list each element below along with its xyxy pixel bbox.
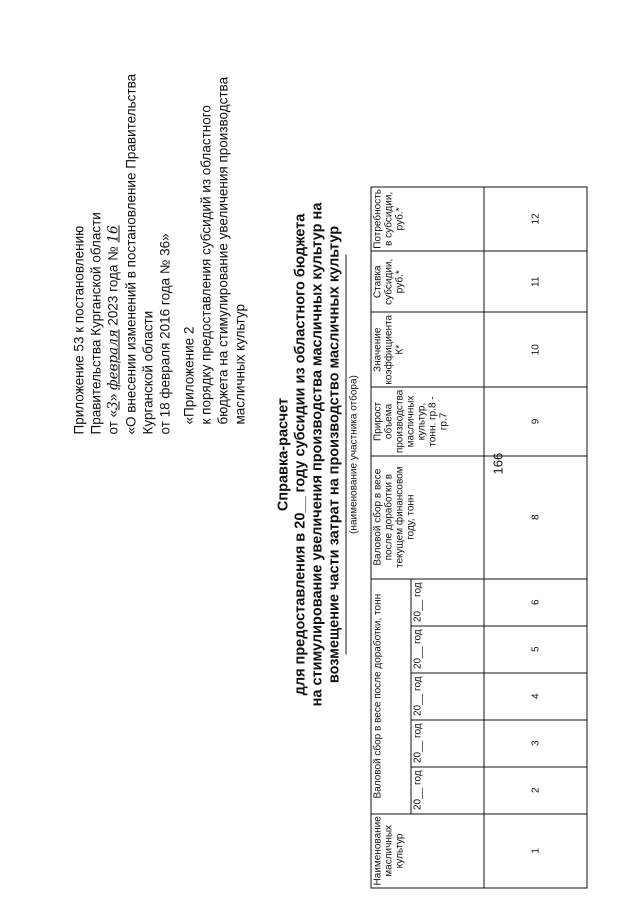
title-line: возмещение части затрат на производство масличных культур <box>326 225 343 684</box>
header-need: Потребность в субсидии, руб.* <box>371 187 484 252</box>
header-year: 20__ год <box>411 579 484 626</box>
document-title <box>276 115 344 795</box>
column-number: 1 <box>484 814 587 888</box>
annex-block <box>181 65 249 425</box>
column-number: 4 <box>484 673 587 720</box>
annex-line: бюджета на стимулирование увеличения производства <box>215 76 231 425</box>
participant-caption: (наименование участника отбора) <box>348 375 360 534</box>
rotated-page <box>11 10 631 895</box>
title-line: на стимулирование увеличения производства масличных культур на <box>309 202 326 707</box>
header-line: Правительства Курганской области <box>88 212 104 435</box>
column-number: 12 <box>484 187 587 252</box>
annex-line: к порядку предоставления субсидий из областного <box>198 105 214 425</box>
header-line: Приложение 53 к постановлению <box>71 225 87 435</box>
annex-line: масличных культур <box>232 304 248 425</box>
header-current: Валовой сбор в весе после доработки в текущем финансовом году, тонн <box>371 456 484 579</box>
header-line: от 18 февраля 2016 года № 36» <box>157 233 173 435</box>
column-number: 11 <box>484 251 587 312</box>
header-gross-group: Валовой сбор в весе после доработки, тонн <box>371 579 411 814</box>
header-year: 20__ год <box>411 720 484 767</box>
column-number: 8 <box>484 456 587 579</box>
header-text: 2023 года № <box>105 242 121 330</box>
header-name: Наименование масличных культур <box>371 814 484 888</box>
column-number: 5 <box>484 626 587 673</box>
header-year: 20__ год <box>411 767 484 814</box>
document-header <box>71 35 174 435</box>
header-rate: Ставка субсидии, руб.* <box>371 251 484 312</box>
handwritten-day: 3 <box>105 401 122 410</box>
handwritten-month: февраля <box>105 329 122 390</box>
title-line: для предоставления в 20__ году субсидии из областного бюджета <box>292 213 309 696</box>
page-number: 166 <box>490 452 506 475</box>
header-year: 20__ год <box>411 626 484 673</box>
header-coef: Значение коэффициента К* <box>371 312 484 387</box>
column-number: 3 <box>484 720 587 767</box>
calculation-table <box>371 186 588 888</box>
handwritten-number: 16 <box>105 225 122 243</box>
header-text: от « <box>105 409 121 435</box>
participant-line <box>346 255 347 655</box>
header-year: 20__ год <box>411 673 484 720</box>
annex-line: «Приложение 2 <box>181 326 197 425</box>
column-number: 10 <box>484 312 587 387</box>
column-number: 2 <box>484 767 587 814</box>
title-line: Справка-расчет <box>275 397 292 512</box>
header-line: Курганской области <box>140 310 156 435</box>
header-line: «О внесении изменений в постановление Правительства <box>123 73 139 435</box>
header-text: » <box>105 389 121 402</box>
participant-field <box>346 255 360 655</box>
column-number: 9 <box>484 387 587 455</box>
column-number: 6 <box>484 579 587 626</box>
header-growth: Прирост объема производства масличных культур, тонн. гр.8 - гр.7 <box>371 387 484 455</box>
header-date-line <box>105 35 123 435</box>
